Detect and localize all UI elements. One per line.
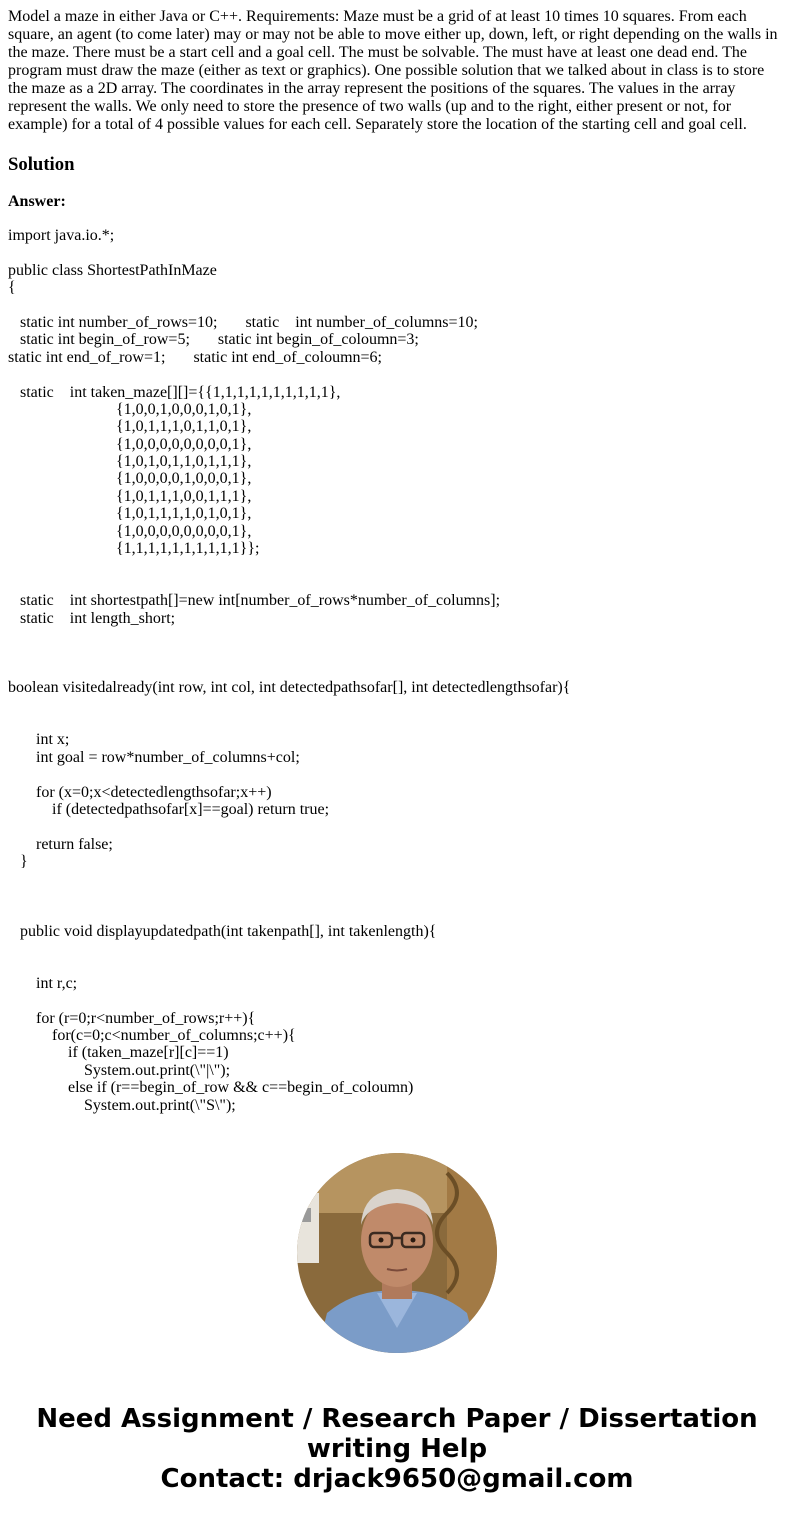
code-line: {1,0,0,1,0,0,0,1,0,1},	[8, 400, 252, 418]
code-line: System.out.print(\"S\");	[8, 1096, 236, 1114]
code-line: System.out.print(\"|\");	[8, 1061, 231, 1079]
code-line	[8, 557, 786, 574]
code-line	[8, 957, 786, 974]
promo-line-2: writing Help	[306, 1434, 488, 1464]
code-line	[8, 905, 786, 922]
code-line: import java.io.*;	[8, 227, 115, 244]
code-line	[8, 297, 786, 314]
code-line: public void displayupdatedpath(int takenpath[], int takenlength){	[8, 922, 437, 940]
code-line: {	[8, 279, 16, 297]
author-photo-image	[297, 1153, 497, 1353]
code-line: static int begin_of_row=5; static int begin_of_coloumn=3;	[8, 331, 419, 349]
document-content	[8, 8, 786, 1114]
code-line	[8, 714, 786, 731]
code-line: {1,0,1,1,1,1,0,1,0,1},	[8, 505, 252, 523]
code-line: {1,1,1,1,1,1,1,1,1,1}};	[8, 540, 260, 558]
code-block	[8, 227, 786, 1120]
code-line: int x;	[8, 731, 70, 749]
promo-banner	[0, 1404, 794, 1494]
code-line	[8, 697, 786, 714]
code-line	[8, 662, 786, 679]
code-line: public class ShortestPathInMaze	[8, 261, 217, 279]
code-line	[8, 940, 786, 957]
code-line: int goal = row*number_of_columns+col;	[8, 748, 300, 766]
answer-label: Answer:	[8, 193, 66, 210]
code-line: int r,c;	[8, 974, 78, 992]
code-line	[8, 644, 786, 661]
code-line	[8, 244, 786, 261]
author-photo	[297, 1153, 497, 1353]
code-line: {1,0,0,0,0,0,0,0,0,1},	[8, 435, 252, 453]
solution-heading: Solution	[8, 154, 75, 175]
code-line: static int length_short;	[8, 609, 176, 627]
code-line: static int shortestpath[]=new int[number_of_rows*number_of_columns];	[8, 592, 501, 610]
code-line: static int number_of_rows=10; static int number_of_columns=10;	[8, 313, 478, 331]
code-line: }	[8, 853, 28, 871]
code-line: boolean visitedalready(int row, int col, int detectedpathsofar[], int detectedlengthsofar){	[8, 679, 571, 697]
code-line: for(c=0;c<number_of_columns;c++){	[8, 1026, 296, 1044]
promo-line-1: Need Assignment / Research Paper / Dissertation	[36, 1404, 758, 1434]
code-line	[8, 992, 786, 1009]
code-line: if (taken_maze[r][c]==1)	[8, 1044, 229, 1062]
code-line	[8, 575, 786, 592]
code-line: static int end_of_row=1; static int end_of_coloumn=6;	[8, 348, 382, 366]
question-text: Model a maze in either Java or C++. Requirements: Maze must be a grid of at least 10 times 10 squares. From each square, an agent (to come later) may or may not be able to move either up, down, left, or right depending on the walls in the maze. There must be a start cell and a goal cell. The must be solvable. The must have at least one dead end. The program must draw the maze (either as text or graphics). One possible solution that we talked about in class is to store the maze as a 2D array. The coordinates in the array represent the positions of the squares. The values in the array represent the walls. We only need to store the presence of two walls (up and to the right, either present or not, for example) for a total of 4 possible values for each cell. Separately store the location of the starting cell and goal cell.	[8, 8, 778, 133]
code-line: {1,0,1,0,1,1,0,1,1,1},	[8, 453, 252, 471]
code-line: {1,0,1,1,1,0,0,1,1,1},	[8, 487, 252, 505]
code-line: for (r=0;r<number_of_rows;r++){	[8, 1009, 256, 1027]
code-line: {1,0,1,1,1,0,1,1,0,1},	[8, 418, 252, 436]
code-line	[8, 627, 786, 644]
code-line: for (x=0;x<detectedlengthsofar;x++)	[8, 783, 272, 801]
code-line	[8, 888, 786, 905]
code-line: else if (r==begin_of_row && c==begin_of_coloumn)	[8, 1079, 414, 1097]
code-line: static int taken_maze[][]={{1,1,1,1,1,1,1,1,1,1},	[8, 383, 341, 401]
code-line: if (detectedpathsofar[x]==goal) return true;	[8, 800, 330, 818]
promo-line-3: Contact: drjack9650@gmail.com	[160, 1464, 634, 1494]
code-line	[8, 870, 786, 887]
code-line	[8, 366, 786, 383]
code-line: {1,0,0,0,0,0,0,0,0,1},	[8, 522, 252, 540]
code-line: {1,0,0,0,0,1,0,0,0,1},	[8, 470, 252, 488]
code-line	[8, 766, 786, 783]
code-line: return false;	[8, 835, 113, 853]
code-line	[8, 818, 786, 835]
